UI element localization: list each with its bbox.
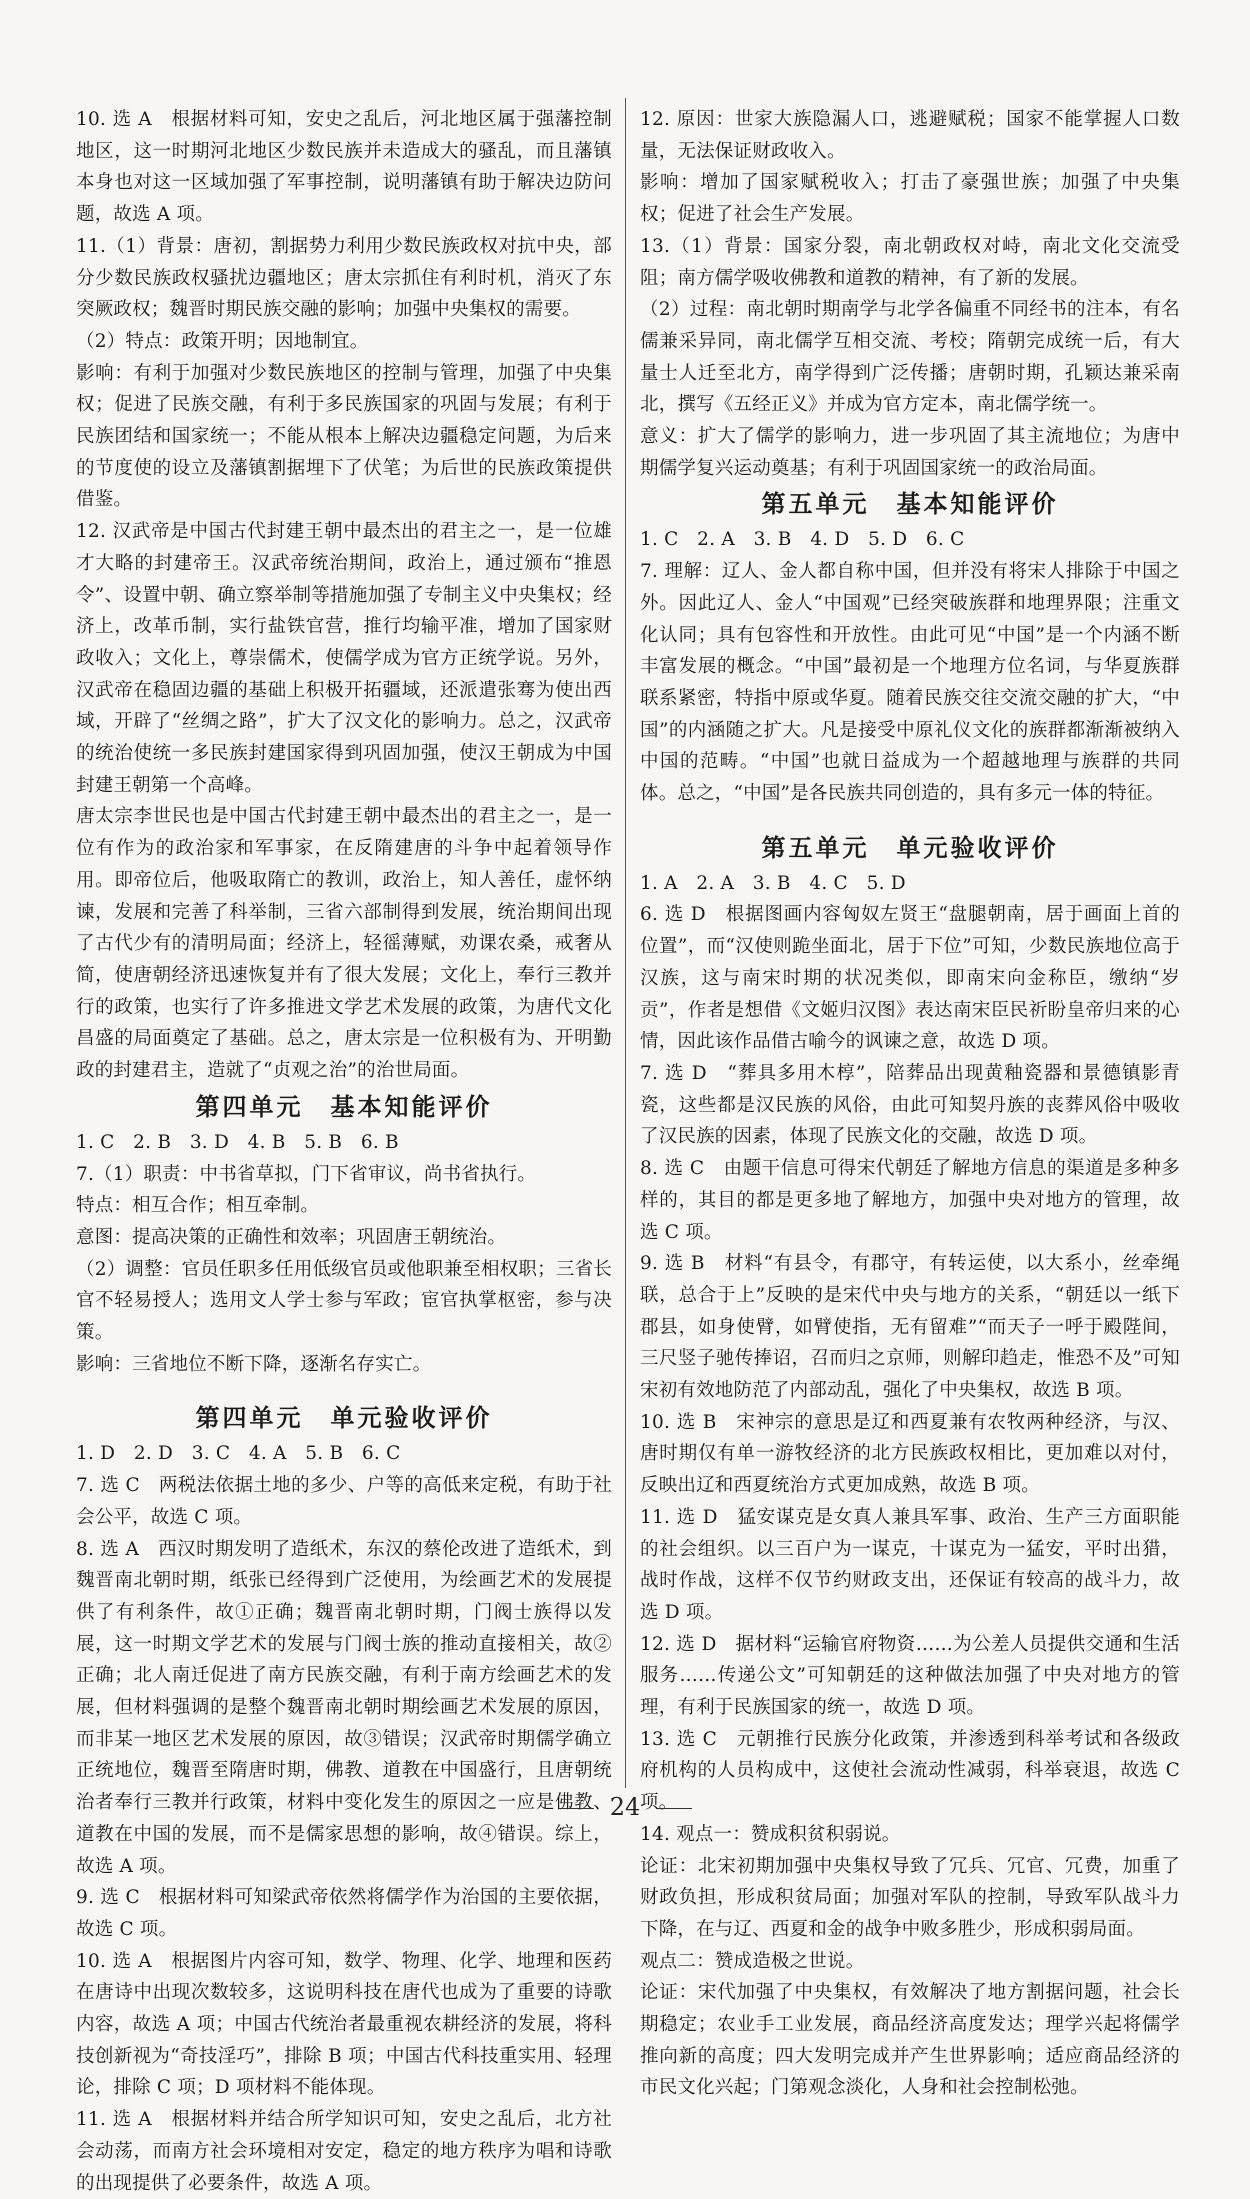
answer-paragraph: 唐太宗李世民也是中国古代封建王朝中最杰出的君主之一，是一位有作为的政治家和军事家，在反隋建唐的斗争中起着领导作用。即帝位后，他吸取隋亡的教训，政治上，知人善任，虚怀纳谏，发展和完善了科举制，三省六部制得到发展，统治期间出现了古代少有的清明局面；经济上，轻徭薄赋，劝课农桑，戒奢从简，使唐朝经济迅速恢复并有了很大发展；文化上，奉行三教并行的政策，也实行了许多推进文学艺术发展的政策，为唐代文化昌盛的局面奠定了基础。总之，唐太宗是一位积极有为、开明勤政的封建君主，造就了“贞观之治”的治世局面。 [76, 806, 612, 1082]
answer-paragraph: 7. 选 C 两税法依据土地的多少、户等的高低来定税，有助于社会公平，故选 C 项。 [76, 1475, 612, 1528]
answer-paragraph: 特点：相互合作；相互牵制。 [76, 1195, 320, 1217]
answer-paragraph: 12. 选 D 据材料“运输官府物资……为公差人员提供交通和生活服务……传递公文”可知朝廷的这种做法加强了中央对地方的管理，有利于民族国家的统一，故选 D 项。 [640, 1633, 1180, 1719]
answer-paragraph: 8. 选 C 由题干信息可得宋代朝廷了解地方信息的渠道是多种多样的，其目的都是更多地了解地方，加强中央对地方的管理，故选 C 项。 [640, 1158, 1180, 1243]
answer-paragraph: （2）调整：官员任职多任用低级官员或他职兼至相权职；三省长官不轻易授人；选用文人学士参与军政；宦官执掌枢密，参与决策。 [76, 1258, 612, 1344]
answer-paragraph: 影响：三省地位不断下降，逐渐名存实亡。 [76, 1353, 432, 1375]
page-number-dash-left [558, 1808, 594, 1809]
answer-paragraph: 7. 选 D “葬具多用木椁”，陪葬品出现黄釉瓷器和景德镇影青瓷，这些都是汉民族的风俗，由此可知契丹族的丧葬风俗中吸收了汉民族的因素，体现了民族文化的交融，故选 D 项。 [640, 1062, 1180, 1148]
answer-paragraph: 13. 选 C 元朝推行民族分化政策，并渗透到科举考试和各级政府机构的人员构成中，这使社会流动性减弱，科举衰退，故选 C 项。 [640, 1728, 1180, 1814]
spacer [640, 810, 1180, 828]
answer-paragraph: 10. 选 A 根据材料可知，安史之乱后，河北地区属于强藩控制地区，这一时期河北地区少数民族并未造成大的骚乱，而且藩镇本身也对这一区域加强了军事控制，说明藩镇有助于解决边防问题，故选 A 项。 [76, 109, 612, 226]
answer-paragraph: 观点二：赞成造极之世说。 [640, 1950, 865, 1972]
section-heading: 第五单元 单元验收评价 [761, 833, 1059, 862]
answer-paragraph: 11. 选 A 根据材料并结合所学知识可知，安史之乱后，北方社会动荡，而南方社会环境相对安定，稳定的地方秩序为唱和诗歌的出现提供了必要条件，故选 A 项。 [76, 2109, 612, 2194]
answer-paragraph: 1. C 2. B 3. D 4. B 5. B 6. B [76, 1131, 399, 1153]
section-heading: 第四单元 基本知能评价 [195, 1092, 493, 1121]
answer-paragraph: 论证：北宋初期加强中央集权导致了冗兵、冗官、冗费，加重了财政负担，形成积贫局面；加强对军队的控制，导致军队战斗力下降，在与辽、西夏和金的战争中败多胜少，形成积弱局面。 [640, 1855, 1180, 1940]
answer-paragraph: 10. 选 A 根据图片内容可知，数学、物理、化学、地理和医药在唐诗中出现次数较多，这说明科技在唐代也成为了重要的诗歌内容，故选 A 项；中国古代统治者最重视农耕经济的发展，将科技创新视为“奇技淫巧”，排除 B 项；中国古代科技重实用、轻理论，排除 C 项；D 项材料不能体现。 [76, 1950, 612, 2099]
answer-paragraph: 1. D 2. D 3. C 4. A 5. B 6. C [76, 1443, 401, 1465]
section-heading: 第四单元 单元验收评价 [195, 1404, 493, 1433]
answer-paragraph: 9. 选 C 根据材料可知梁武帝依然将儒学作为治国的主要依据，故选 C 项。 [76, 1887, 612, 1940]
answer-paragraph: 9. 选 B 材料“有县令，有郡守，有转运使，以大系小，丝牵绳联，总合于上”反映的是宋代中央与地方的关系，“朝廷以一纸下郡县，如身使臂，如臂使指，无有留难”“而天子一呼于殿陛间，三尺竖子驰传捧诏，召而归之京师，则解印趋走，惟恐不及”可知宋初有效地防范了内部动乱，强化了中央集权，故选 B 项。 [640, 1253, 1180, 1402]
answer-paragraph: 7.（1）职责：中书省草拟，门下省审议，尚书省执行。 [76, 1163, 537, 1185]
answer-paragraph: 7. 理解：辽人、金人都自称中国，但并没有将宋人排除于中国之外。因此辽人、金人“中国观”已经突破族群和地理界限；注重文化认同；具有包容性和开放性。由此可见“中国”是一个内涵不断丰富发展的概念。“中国”最初是一个地理方位名词，与华夏族群联系紧密，特指中原或华夏。随着民族交往交流交融的扩大，“中国”的内涵随之扩大。凡是接受中原礼仪文化的族群都渐渐被纳入中国的范畴。“中国”也就日益成为一个超越地理与族群的共同体。总之，“中国”是各民族共同创造的，具有多元一体的特征。 [640, 561, 1180, 805]
answer-paragraph: 12. 汉武帝是中国古代封建王朝中最杰出的君主之一，是一位雄才大略的封建帝王。汉武帝统治期间，政治上，通过颁布“推恩令”、设置中朝、确立察举制等措施加强了专制主义中央集权；经济上，改革币制，实行盐铁官营，推行均输平准，增加了国家财政收入；文化上，尊崇儒术，使儒学成为官方正统学说。另外，汉武帝在稳固边疆的基础上积极开拓疆域，还派遣张骞为使出西域，开辟了“丝绸之路”，扩大了汉文化的影响力。总之，汉武帝的统治使统一多民族封建国家得到巩固加强，使汉王朝成为中国封建王朝第一个高峰。 [76, 521, 612, 796]
answer-paragraph: 11.（1）背景：唐初，割据势力利用少数民族政权对抗中央，部分少数民族政权骚扰边疆地区；唐太宗抓住有利时机，消灭了东突厥政权；魏晋时期民族交融的影响；加强中央集权的需要。 [76, 235, 612, 321]
answer-paragraph: 10. 选 B 宋神宗的意思是辽和西夏兼有农牧两种经济，与汉、唐时期仅有单一游牧经济的北方民族政权相比，更加难以对付，反映出辽和西夏统治方式更加成熟，故选 B 项。 [640, 1411, 1180, 1497]
answer-paragraph: 12. 原因：世家大族隐漏人口，逃避赋税；国家不能掌握人口数量，无法保证财政收入。 [640, 109, 1180, 162]
page-number-text: 24 [609, 1793, 641, 1821]
answer-paragraph: 意义：扩大了儒学的影响力，进一步巩固了其主流地位；为唐中期儒学复兴运动奠基；有利于巩固国家统一的政治局面。 [640, 426, 1180, 479]
answer-paragraph: 13.（1）背景：国家分裂，南北朝政权对峙，南北文化交流受阻；南方儒学吸收佛教和道教的精神，有了新的发展。 [640, 235, 1180, 289]
page-number [0, 1793, 1250, 1821]
answer-paragraph: 11. 选 D 猛安谋克是女真人兼具军事、政治、生产三方面职能的社会组织。以三百户为一谋克，十谋克为一猛安，平时出猎，战时作战，这样不仅节约财政支出，还保证有较高的战斗力，故选 D 项。 [640, 1506, 1180, 1623]
spacer [76, 1380, 612, 1398]
answer-paragraph: （2）特点：政策开明；因地制宜。 [76, 330, 369, 352]
answer-paragraph: 6. 选 D 根据图画内容匈奴左贤王“盘腿朝南，居于画面上首的位置”，而“汉使则跪坐面北，居于下位”可知，少数民族地位高于汉族，这与南宋时期的状况类似，即南宋向金称臣，缴纳“岁贡”，作者是想借《文姬归汉图》表达南宋臣民祈盼皇帝归来的心情，因此该作品借古喻今的讽谏之意，故选 D 项。 [640, 904, 1180, 1053]
answer-paragraph: 影响：增加了国家赋税收入；打击了豪强世族；加强了中央集权；促进了社会生产发展。 [640, 172, 1180, 226]
answer-paragraph: 论证：宋代加强了中央集权，有效解决了地方割据问题，社会长期稳定；农业手工业发展，商品经济高度发达；理学兴起将儒学推向新的高度；四大发明完成并产生世界影响；适应商品经济的市民文化兴起；门第观念淡化，人身和社会控制松弛。 [640, 1982, 1180, 2099]
left-column [76, 104, 612, 2199]
answer-paragraph: 1. C 2. A 3. B 4. D 5. D 6. C [640, 529, 965, 551]
answer-paragraph: 14. 观点一：赞成积贫积弱说。 [640, 1823, 901, 1845]
answer-paragraph: 1. A 2. A 3. B 4. C 5. D [640, 872, 906, 894]
page-number-dash-right [656, 1808, 692, 1809]
column-divider [625, 98, 626, 1788]
answer-paragraph: 8. 选 A 西汉时期发明了造纸术，东汉的蔡伦改进了造纸术，到魏晋南北朝时期，纸张已经得到广泛使用，为绘画艺术的发展提供了有利条件，故①正确；魏晋南北朝时期，门阀士族得以发展，这一时期文学艺术的发展与门阀士族的推动直接相关，故②正确；北人南迁促进了南方民族交融，有利于南方绘画艺术的发展，但材料强调的是整个魏晋南北朝时期绘画艺术发展的原因，而非某一地区艺术发展的原因，故③错误；汉武帝时期儒学确立正统地位，魏晋至隋唐时期，佛教、道教在中国盛行，且唐朝统治者奉行三教并行政策，材料中变化发生的原因之一应是佛教、道教在中国的发展，而不是儒家思想的影响，故④错误。综上，故选 A 项。 [76, 1538, 612, 1877]
answer-paragraph: 影响：有利于加强对少数民族地区的控制与管理，加强了中央集权；促进了民族交融，有利于多民族国家的巩固与发展；有利于民族团结和国家统一；不能从根本上解决边疆稳定问题，为后来的节度使的设立及藩镇割据埋下了伏笔；为后世的民族政策提供借鉴。 [76, 362, 612, 511]
section-heading: 第五单元 基本知能评价 [761, 490, 1059, 519]
answer-paragraph: （2）过程：南北朝时期南学与北学各偏重不同经书的注本，有名儒兼采异同，南北儒学互相交流、考校；隋朝完成统一后，有大量士人迁至北方，南学得到广泛传播；唐朝时期，孔颖达兼采南北，撰写《五经正义》并成为官方定本，南北儒学统一。 [640, 299, 1180, 416]
answer-paragraph: 意图：提高决策的正确性和效率；巩固唐王朝统治。 [76, 1226, 507, 1248]
